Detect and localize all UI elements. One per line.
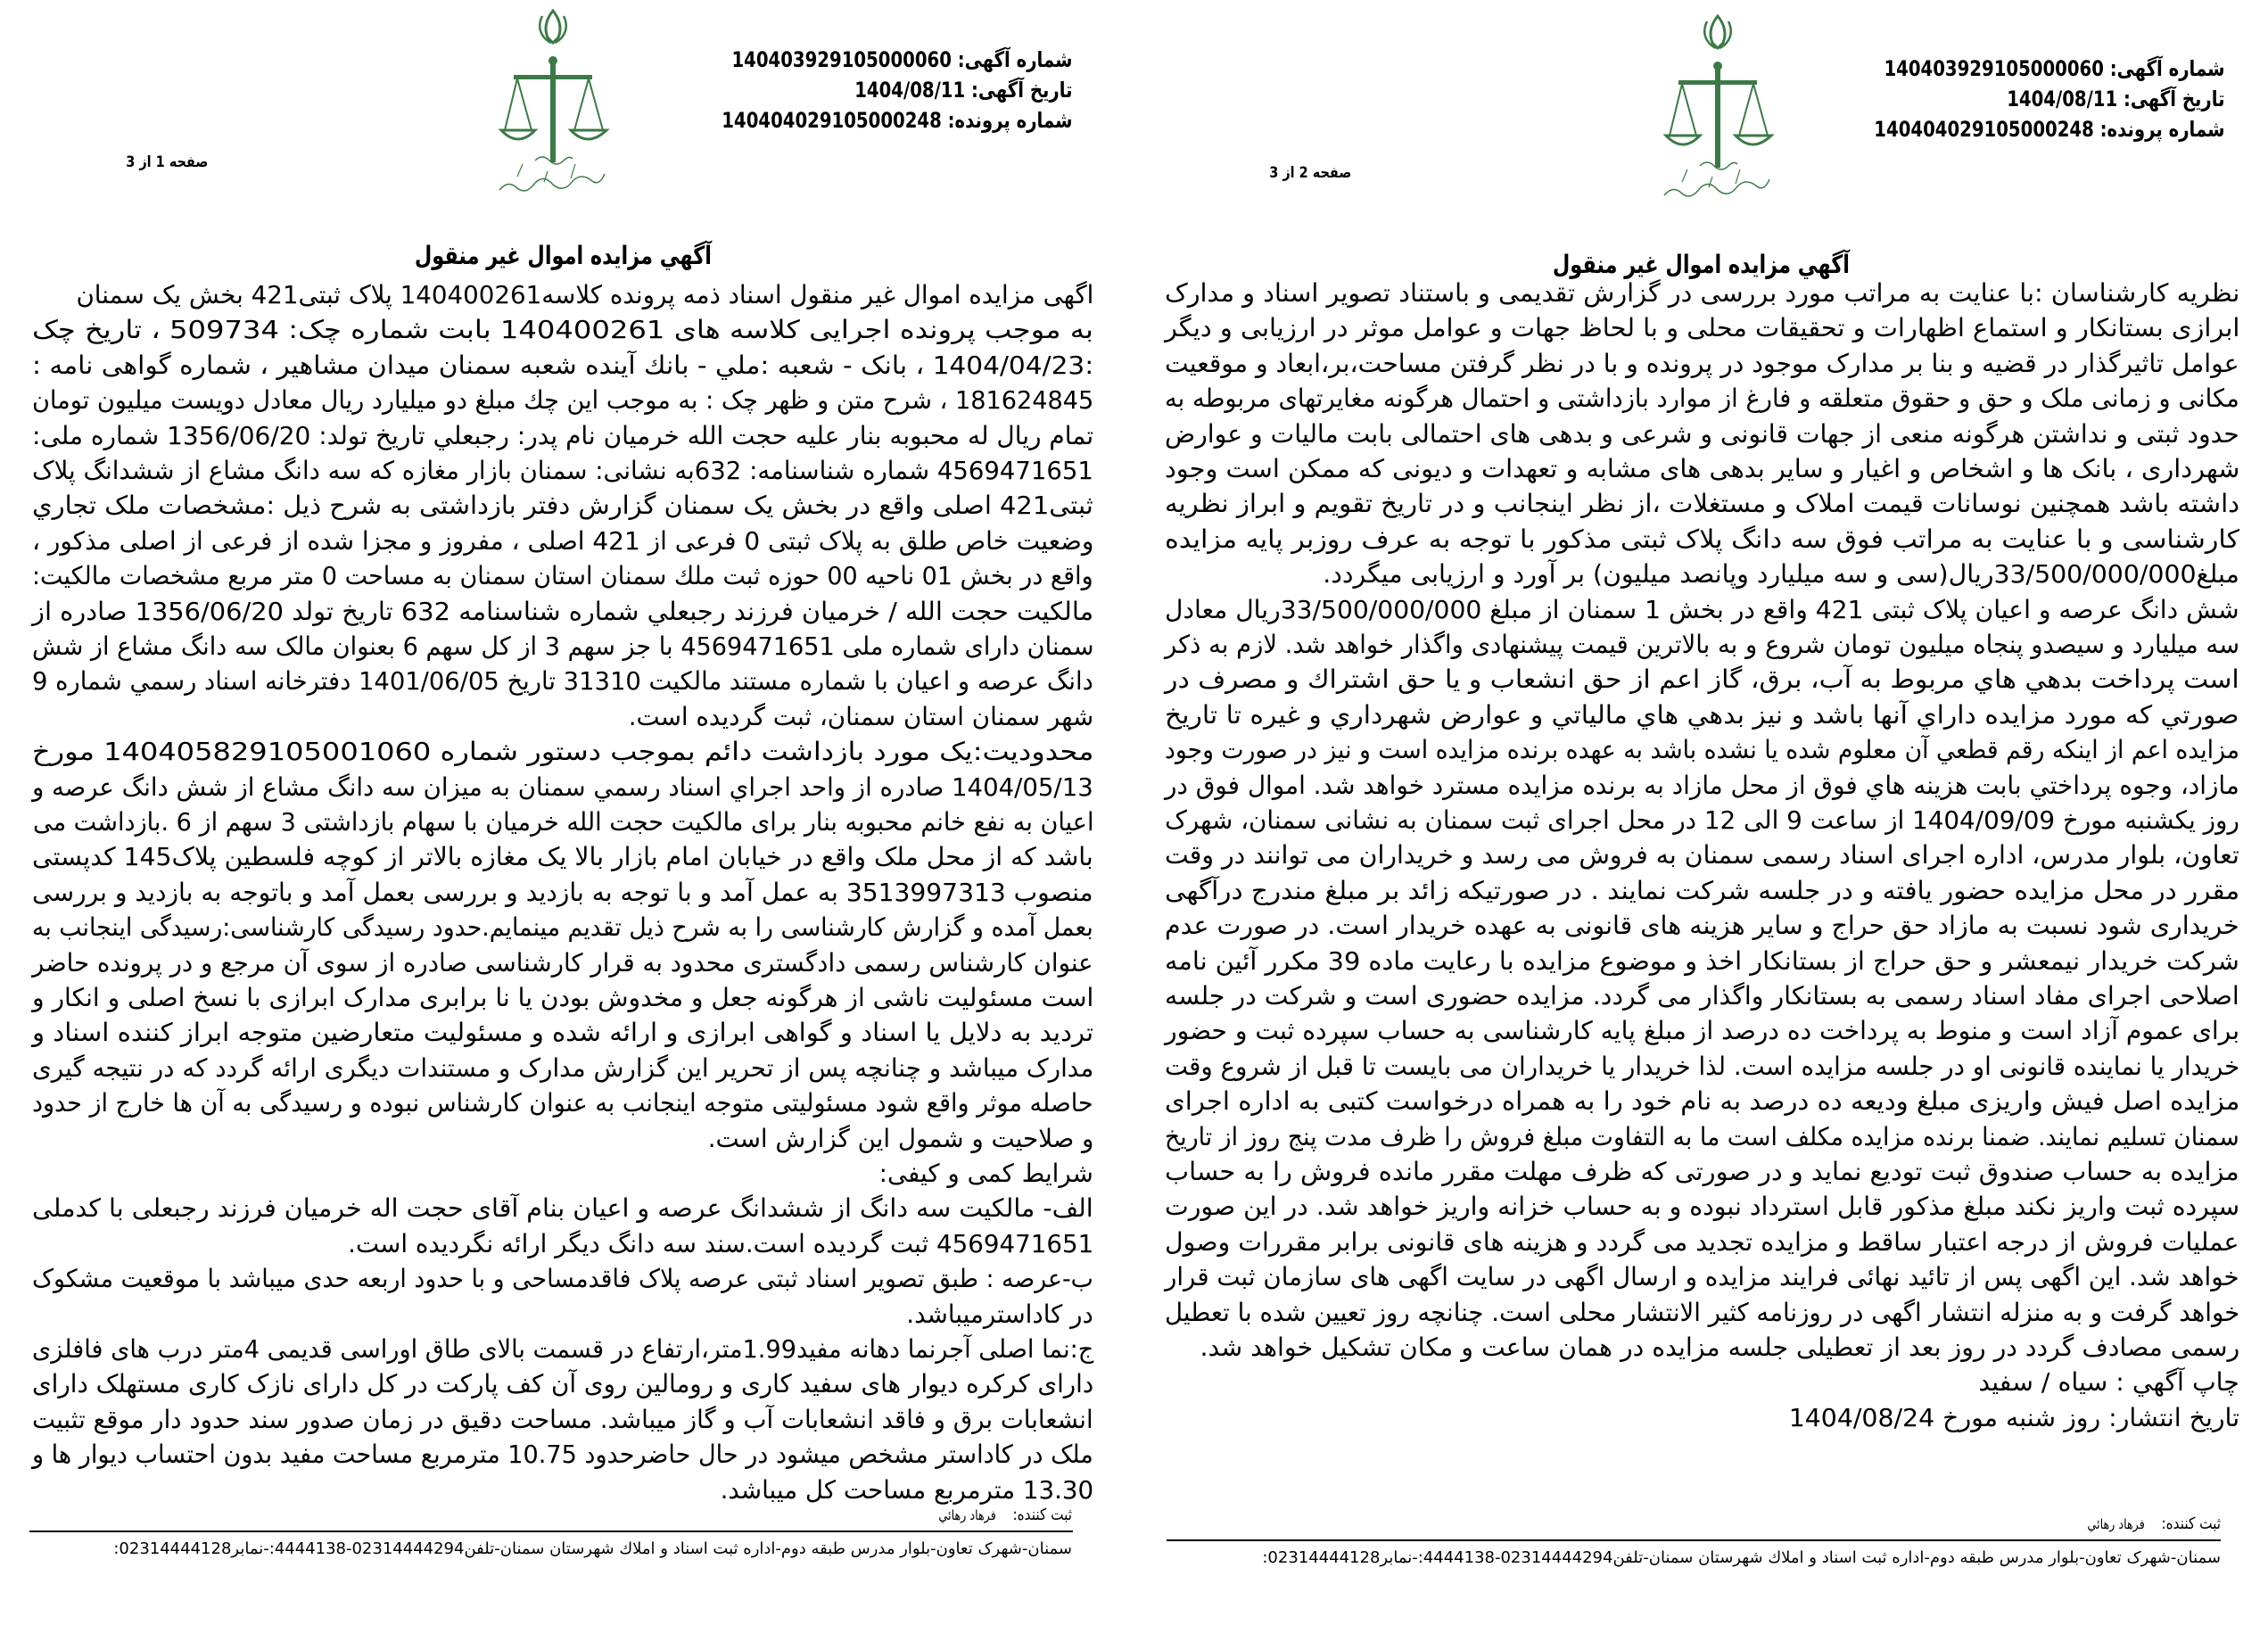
ad-number: شماره آگهی: 140403929105000060 <box>730 47 1072 72</box>
text-line-content: تعاون، بلوار مدرس، اداره اجرای اسناد رسمی سمنان به فروش می رسد و خریداران می توانند در وقت <box>1165 840 2239 871</box>
text-line <box>32 980 1093 1015</box>
case-number: شماره پرونده: 140404029105000248 <box>721 108 1072 133</box>
text-line <box>1165 451 2239 486</box>
text-line-content: به موجب پرونده اجرایی کلاسه های 140400261 بابت شماره چک: 509734 ، تاریخ چک <box>31 315 1093 345</box>
text-line <box>32 1297 1093 1332</box>
text-line <box>1165 768 2239 803</box>
text-line-content: مزایده اصل فیش واریزی مبلغ ودیعه ده درصد به نام خود را به همراه درخواست کتبی به اداره اجرای <box>1164 1086 2239 1117</box>
text-line <box>32 312 1093 347</box>
text-line <box>32 1402 1093 1437</box>
text-line-content: صورتي كه مورد مزایده داراي آنها باشد و نیز بدهي هاي مالیاتي و عوارض شهرداري و غیره تا تاریخ <box>1165 699 2239 730</box>
text-line <box>1165 276 2239 310</box>
text-line <box>32 594 1093 629</box>
text-line <box>32 629 1093 664</box>
text-line <box>32 1261 1093 1296</box>
text-line <box>32 558 1093 593</box>
text-line-content: چاپ آگهي : سياه / سفيد <box>1978 1367 2239 1398</box>
notice-title: آگهي مزايده اموال غير منقول <box>414 241 712 270</box>
text-line <box>1165 662 2239 697</box>
text-line <box>1165 838 2239 872</box>
text-line-content: مازاد، وجوه پرداختي بابت هزینه هاي فوق از محل مازاد به برنده مزایده مسترد خواهد شد. اموال فوق در <box>1165 770 2239 800</box>
text-line <box>32 839 1093 874</box>
text-line-content: سپرده ثبت واریز نکند مبلغ مذکور قابل استرداد نبوده و به حساب خزانه واریز خواهد شد. در این صورت <box>1164 1192 2239 1222</box>
registrar-label: ثبت کننده: <box>1012 1506 1072 1524</box>
text-line <box>1165 1154 2239 1189</box>
text-line-content: 1404/05/13 صادره از واحد اجراي اسناد رسمي سمنان به میزان سه دانگ مشاع از شش دانگ عرصه و <box>32 771 1093 802</box>
footer-address: سمنان-شهرک تعاون-بلوار مدرس طبقه دوم-اداره ثبت اسناد و املاك شهرستان سمنان-تلفن02314444294-4444138:-نمابر02314444128: <box>1262 1548 2221 1567</box>
text-line-content: است مسئولیت ناشی از هرگونه جعل و مخدوش بودن یا نا برابری مدارک ابرازی با نسخ اصلی و انکار و <box>31 983 1093 1012</box>
text-line <box>1165 1330 2239 1365</box>
text-line <box>1165 1084 2239 1118</box>
text-line-content: است پرداخت بدهي هاي مربوط به آب، برق، گاز اعم از حق انشعاب و یا حق اشتراك و مصرف در <box>1165 664 2239 695</box>
text-line-content: محدودیت:یک مورد بازداشت دائم بموجب دستور شماره 140405829105001060 مورخ <box>31 737 1094 767</box>
footer-divider <box>1167 1539 2221 1541</box>
text-line <box>32 453 1093 488</box>
text-line <box>32 1051 1093 1085</box>
text-line <box>32 383 1093 417</box>
footer-divider <box>29 1531 1073 1532</box>
text-line <box>1165 627 2239 662</box>
text-line <box>1165 486 2239 521</box>
text-line-content: بعمل آمده و گزارش کارشناسی را به شرح ذیل تقدیم مینمایم.حدود رسیدگی کارشناسی:رسیدگی اینجانب به <box>32 912 1093 943</box>
registrar-name: فرهاد رهائي <box>938 1507 996 1523</box>
text-line <box>32 277 1093 312</box>
text-line-content: کارشناسی و با عنایت به مراتب فوق سه دانگ پلاک ثبتی مذکور با توجه به عرف روزبر پایه مزایده <box>1165 524 2239 554</box>
text-line <box>32 1366 1093 1401</box>
text-line-content: باشد که از محل ملک واقع در خیابان امام بازار بالا یک مغازه بالاتر از کوچه فلسطین پلاک145 کدپستی <box>32 842 1093 872</box>
text-line <box>1165 873 2239 908</box>
text-line-content: 4569471651 شماره شناسنامه: 632به نشانی: سمنان بازار مغازه که سه دانگ مشاع از ششدانگ پلاک <box>32 456 1093 485</box>
text-line <box>1165 1259 2239 1294</box>
text-line-content: مقرر در محل مزایده حضور یافته و در جلسه شرکت نمایند . در صورتیکه زائد بر مبلغ مندرج درآگهی <box>1164 875 2239 905</box>
text-line <box>32 1015 1093 1050</box>
text-line-content: اگهی مزایده اموال غیر منقول اسناد ذمه پرونده کلاسه140400261 پلاک ثبتی421 بخش یک سمنان <box>76 280 1093 309</box>
text-line <box>32 348 1093 383</box>
text-line-content: خریدار یا نماینده قانونی او در جلسه مزایده است. لذا خریدار یا خریداران می بایست تا قبل از شروع وقت <box>1164 1051 2239 1081</box>
text-line-content: واقع در بخش 01 ناحیه 00 حوزه ثبت ملك سمنان استان سمنان به مساحت 0 متر مربع مشخصات مالکیت: <box>32 561 1093 591</box>
text-line-content: مزایده اعم از اینكه رقم قطعي آن معلوم شده یا نشده باشد به عهده برنده مزایده است و نیز در صورت وجود <box>1164 735 2239 765</box>
text-line <box>32 770 1093 804</box>
text-line <box>32 910 1093 945</box>
text-line-content: 4569471651 ثبت گردیده است.سند سه دانگ دیگر ارائه نگردیده است. <box>347 1228 1093 1258</box>
text-line-content: 181624845 ، شرح متن و ظهر چک : به موجب این چك مبلغ دو میلیارد ریال معادل دویست میلیون تومان <box>31 385 1093 416</box>
text-line <box>1165 592 2239 627</box>
ad-date: تاریخ آگهی: 1404/08/11 <box>854 78 1072 103</box>
text-line-content: مکانی و زمانی ملک و حق و حقوق متعلقه و فارغ از موارد بازداشتی و احتمال هرگونه مغایرتهای مربوطه به <box>1165 384 2239 414</box>
text-line-content: برای عموم آزاد است و منوط به پرداخت ده درصد از مبلغ پایه کارشناسی به حساب سپرده ثبت و حضور <box>1164 1016 2239 1046</box>
page-number: صفحه 2 از 3 <box>1268 164 1351 182</box>
text-line <box>1165 1365 2239 1399</box>
text-line-content: شهرداری ، بانک ها و اشخاص و اغیار و سایر بدهی های مشابه و تعهدات و دیونی که ممکن است وجود <box>1164 454 2239 483</box>
text-line-content: 13.30 مترمربع مساحت کل میباشد. <box>720 1474 1093 1505</box>
notice-title: آگهي مزايده اموال غير منقول <box>1552 250 1850 279</box>
judiciary-emblem-icon <box>1646 12 1789 208</box>
case-number: شماره پرونده: 140404029105000248 <box>1873 117 2224 142</box>
text-line-content: ج:نما اصلی آجرنما دهانه مفید1.99متر،ارتفاع در قسمت بالای طاق اوراسی قدیمی 4متر درب های فافلزی <box>31 1334 1093 1364</box>
text-line-content: شرکت خریدار نیمعشر و حق حراج از بستانکار اخذ و موضوع مزایده با رعایت ماده 39 مکرر آئین نامه <box>1165 945 2239 976</box>
text-line-content: تمام ریال له محبوبه بنار علیه حجت الله خرمیان نام پدر: رجبعلي تاریخ تولد: 1356/06/20 شماره ملی: <box>31 420 1093 450</box>
ad-date: تاریخ آگهی: 1404/08/11 <box>2006 87 2224 111</box>
text-line-content: سمنان دارای شماره ملی 4569471651 با جز سهم 3 از کل سهم 6 بعنوان مالک سه دانگ مشاع از شش <box>31 631 1093 661</box>
text-line-content: خواهد شد. این اگهی پس از تائید نهائی فرایند مزایده و ارسال اگهی در سایت اگهی های سازمان ثبت قرار <box>1165 1262 2239 1292</box>
text-line-content: ثبتی421 اصلی واقع در بخش یک سمنان گزارش دفتر بازداشتی به شرح ذیل :مشخصات ملک تجاري <box>32 491 1093 521</box>
text-line <box>32 699 1093 734</box>
text-line <box>32 488 1093 523</box>
text-line <box>1165 310 2239 345</box>
text-line-content: عنوان کارشناس رسمی دادگستری محدود به قرار کارشناسی صادره از سوی آن مرجع و در پرونده حاضر <box>32 947 1093 978</box>
text-line-content: روز یکشنبه مورخ 1404/09/09 از ساعت 9 الی 12 در محل اجرای ثبت سمنان به نشانی سمنان، شهرک <box>1165 805 2239 835</box>
text-line-content: خریداری شود نسبت به مازاد حق حراج و سایر هزینه های قانونی به عهده خریدار است. در صورت عدم <box>1165 911 2239 941</box>
text-line-content: دارای کرکره دیوار های سفید کاری و رومالین روی آن کف پارکت در کل دارای نازک کاری مستهلک دارای <box>31 1369 1093 1399</box>
text-line <box>1165 1400 2239 1435</box>
text-line-content: مزایده به حساب صندوق ثبت تودیع نماید و در صورتی که ظرف مهلت مقرر مانده فروش را به حساب <box>1165 1157 2239 1186</box>
text-line-content: الف- مالکیت سه دانگ از ششدانگ عرصه و اعیان بنام آقای حجت اله خرمیان فرزند رجبعلی با کدملی <box>32 1193 1093 1224</box>
registrar-name: فرهاد رهائي <box>2087 1516 2145 1532</box>
text-line <box>32 1085 1093 1120</box>
text-line <box>1165 978 2239 1013</box>
text-line <box>32 1473 1093 1507</box>
text-line <box>1165 732 2239 767</box>
text-line-content: :1404/04/23 ، بانک - شعبه :ملي - بانك آينده شعبه سمنان میدان مشاهیر ، شماره گواهی نامه : <box>31 350 1093 380</box>
text-line <box>32 664 1093 698</box>
judiciary-emblem-icon <box>482 7 624 202</box>
text-line-content: دانگ عرصه و اعیان با شماره مستند مالکیت 31310 تاریخ 1401/06/05 دفترخانه اسناد رسمي شماره 9 <box>32 666 1093 697</box>
text-line-content: منصوب 3513997313 به عمل آمد و با توجه به بازدید و بررسی بعمل آمد و باتوجه به بازدید و بررسی <box>32 877 1093 907</box>
text-line-content: عملیات فروش از درجه اعتبار ساقط و مزایده تجدید می گردد و هزینه های قانونی برابر مقررات وصول <box>1165 1226 2239 1257</box>
text-line-content: حدود ثبتی و نداشتن هرگونه منعی از جهات قانونی و شرعی و بدهی های احتمالی بابت مالیات و عوارض <box>1165 418 2239 449</box>
text-line <box>1165 944 2239 978</box>
text-line <box>1165 1189 2239 1224</box>
text-line <box>1165 1049 2239 1084</box>
ad-number: شماره آگهی: 140403929105000060 <box>1883 56 2224 81</box>
text-line <box>1165 697 2239 732</box>
text-line <box>1165 1225 2239 1259</box>
text-line <box>1165 908 2239 943</box>
notice-header-info <box>1874 54 2224 144</box>
text-line <box>1165 1013 2239 1048</box>
text-line-content: خواهد گرفت و به منزله انتشار اگهی در روزنامه کثیر الانتشار محلی است. چنانچه روز تعیین شده با تعطیل <box>1164 1297 2239 1327</box>
text-line-content: وضعیت خاص طلق به پلاک ثبتی 0 فرعی از 421 اصلی ، مفروز و مجزا شده از فرعی از اصلی مذکور ، <box>31 525 1093 556</box>
text-line <box>32 524 1093 558</box>
text-line-content: حاصله موثر واقع شود مسئولیتی متوجه اینجانب به عنوان کارشناس نبوده و رسیدگی به آن ها خارج از حدود <box>32 1088 1093 1118</box>
text-line <box>1165 1295 2239 1330</box>
text-line <box>32 1332 1093 1366</box>
text-line-content: انشعابات برق و فاقد انشعابات آب و گاز میباشد. مساحت دقیق در زمان صدور سند حدود دار موقع تثبیت <box>32 1404 1093 1434</box>
text-line <box>32 804 1093 839</box>
text-line <box>32 734 1093 769</box>
text-line <box>1165 1119 2239 1154</box>
text-line-content: اصلاحی اجرای مفاد اسناد رسمی به بستانکار واگذار می گردد. مزایده حضوری است و شرکت در جلسه <box>1165 981 2239 1011</box>
text-line-content: شهر سمنان استان سمنان، ثبت گردیده است. <box>628 701 1093 731</box>
text-line-content: در کاداسترمیباشد. <box>906 1299 1093 1329</box>
text-line <box>1165 417 2239 451</box>
registrar <box>938 1506 1072 1524</box>
text-line <box>32 1121 1093 1156</box>
text-line <box>32 1226 1093 1261</box>
text-line-content: تردید به دلایل یا اسناد و گواهی ابرازی و ارائه شده و مسئولیت متعارضین متوجه ابراز کننده اسناد و <box>31 1018 1093 1048</box>
text-line-content: داشته باشد همچنین نوسانات قیمت املاک و مستغلات ،از نظر اینجانب و در تاریخ تقویم و ابراز نظریه <box>1164 489 2239 519</box>
text-line <box>32 875 1093 910</box>
notice-header-info <box>722 45 1072 136</box>
text-line-content: مالکیت حجت الله / خرمیان فرزند رجبعلي شماره شناسنامه 632 تاریخ تولد 1356/06/20 صادره از <box>31 596 1094 626</box>
text-line <box>32 1156 1093 1191</box>
text-line <box>1165 522 2239 557</box>
text-line-content: شش دانگ عرصه و اعیان پلاک ثبتی 421 واقع در بخش 1 سمنان از مبلغ 33/500/000/000ریال معادل <box>1165 594 2239 624</box>
text-line <box>1165 346 2239 381</box>
text-line <box>32 1191 1093 1225</box>
text-line-content: ملک در کاداستر مشخص میشود در حال حاضرحدود 10.75 مترمربع مساحت مفید بدون احتساب دیوار ها و <box>32 1440 1093 1470</box>
text-line-content: سه میلیارد و سیصدو پنجاه میلیون تومان شروع و به بالاترین قیمت پیشنهادی واگذار خواهد شد. لازم به ذکر <box>1164 630 2239 659</box>
text-line-content: ابرازی بستانکار و استماع اظهارات و تحقیقات محلی و با لحاظ جهات و عوامل موثر در ارزیابی و دیگر <box>1164 313 2239 343</box>
text-line-content: سمنان تسلیم نمایند. ضمنا برنده مزایده مکلف است ما به التفاوت مبلغ فروش را ظرف مدت پنج روز از تاریخ <box>1165 1121 2239 1151</box>
text-line-content: تاریخ انتشار: روز شنبه مورخ 1404/08/24 <box>1788 1402 2239 1432</box>
notice-page-2 <box>1134 0 2268 1642</box>
registrar-label: ثبت کننده: <box>2161 1514 2221 1533</box>
text-line <box>1165 557 2239 591</box>
footer-address: سمنان-شهرک تعاون-بلوار مدرس طبقه دوم-اداره ثبت اسناد و املاك شهرستان سمنان-تلفن02314444294-4444138:-نمابر02314444128: <box>113 1539 1072 1558</box>
text-line-content: شرایط کمی و کیفی: <box>878 1159 1093 1188</box>
text-line-content: اعیان به نفع خانم محبوبه بنار برای مالکیت حجت الله خرمیان با سهام بازداشتی 3 سهم از 6 .بازداشت می <box>32 807 1093 837</box>
page-number: صفحه 1 از 3 <box>125 153 208 171</box>
text-line-content: و صلاحیت و شمول این گزارش است. <box>707 1123 1093 1153</box>
text-line-content: مدارک میباشد و چنانچه پس از تحریر این گزارش مدارک و مستندات دیگری ارائه گردد که در نتیجه گیری <box>31 1052 1093 1083</box>
text-line <box>32 945 1093 980</box>
text-line-content: رسمی مصادف گردد در روز بعد از تعطیلی جلسه مزایده در همان ساعت و مکان تشکیل خواهد شد. <box>1200 1333 2239 1362</box>
text-line <box>32 1437 1093 1472</box>
registrar <box>2087 1514 2221 1533</box>
text-line-content: ب-عرصه : طبق تصویر اسناد ثبتی عرصه پلاک فاقدمساحی و با حدود اربعه حدی میباشد با موقعیت مشکوک <box>32 1264 1093 1294</box>
text-line <box>32 418 1093 453</box>
text-line-content: مبلغ33/500/000/000ریال(سی و سه میلیارد وپانصد میلیون) بر آورد و ارزیابی میگردد. <box>1323 559 2239 590</box>
text-line <box>1165 803 2239 838</box>
text-line <box>1165 381 2239 416</box>
text-line-content: عوامل تاثیرگذار در قضیه و بنا بر مدارک موجود در پرونده و با در نظر گرفتن مساحت،بر،ابعاد و موقعیت <box>1165 348 2239 378</box>
text-line-content: نظریه کارشناسان :با عنایت به مراتب مورد بررسی در گزارش تقدیمی و باستناد تصویر اسناد و مدارک <box>1164 278 2239 308</box>
